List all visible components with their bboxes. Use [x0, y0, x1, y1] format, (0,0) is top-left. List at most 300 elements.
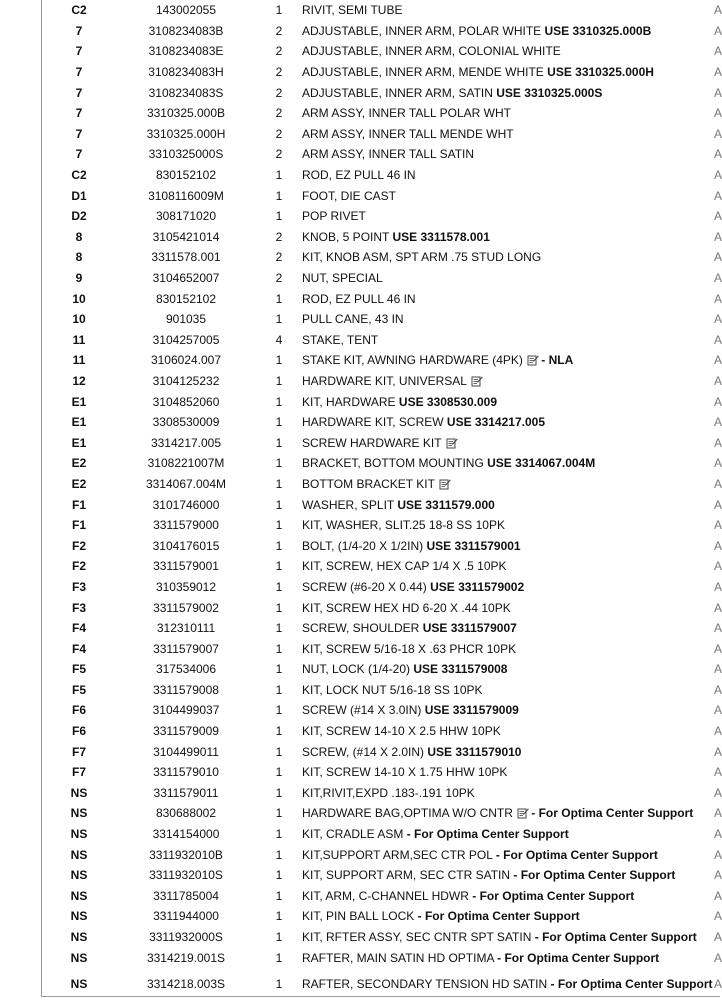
table-row: [42, 288, 720, 309]
table-row: [42, 0, 720, 21]
description: [302, 927, 714, 948]
description: [302, 597, 714, 618]
quantity: 1: [275, 662, 283, 677]
replacement-note: USE 3311579002: [430, 579, 525, 594]
table-row: [42, 268, 720, 289]
table-row: [42, 700, 720, 721]
replacement-note: - For Optima Center Support: [406, 827, 569, 842]
key-number: F5: [71, 682, 86, 697]
quantity: 1: [275, 806, 283, 821]
description-text: KIT, PIN BALL LOCK: [302, 909, 415, 924]
quantity: 2: [275, 85, 283, 100]
table-row: [42, 165, 720, 186]
edge-glyph: A: [714, 435, 722, 450]
quantity: 1: [275, 703, 283, 718]
description: [302, 680, 714, 701]
description: [302, 330, 714, 351]
quantity: 2: [275, 271, 283, 286]
parts-list-table: [42, 0, 720, 1000]
edge-glyph: A: [714, 559, 722, 574]
description-text: ADJUSTABLE, INNER ARM, POLAR WHITE: [302, 23, 542, 38]
replacement-note: USE 3311579001: [426, 538, 521, 553]
edge-glyph: A: [714, 394, 722, 409]
quantity: 1: [275, 682, 283, 697]
description-text: KNOB, 5 POINT: [302, 229, 390, 244]
replacement-note: USE 3311579008: [413, 662, 508, 677]
description-text: POP RIVET: [302, 209, 366, 224]
part-number: 3308530009: [152, 415, 220, 430]
description-text: ARM ASSY, INNER TALL MENDE WHT: [302, 126, 514, 141]
edge-glyph: A: [714, 662, 722, 677]
table-row: [42, 515, 720, 536]
note-icon[interactable]: [517, 807, 528, 818]
quantity: 1: [275, 930, 283, 945]
edge-glyph: A: [714, 785, 722, 800]
description-text: RAFTER, SECONDARY TENSION HD SATIN: [302, 976, 548, 991]
description-text: SCREW, (#14 X 2.0IN): [302, 744, 425, 759]
part-number: 3104499011: [153, 744, 219, 759]
description: [302, 721, 714, 742]
table-row: [42, 535, 720, 556]
key-number: C2: [71, 168, 87, 183]
key-number: NS: [70, 806, 88, 821]
edge-glyph: A: [714, 291, 722, 306]
description: [302, 865, 714, 886]
edge-glyph: A: [714, 888, 722, 903]
replacement-note: USE 3308530.009: [398, 394, 497, 409]
quantity: 2: [275, 250, 283, 265]
description: [302, 41, 714, 62]
description-text: SCREW HARDWARE KIT: [302, 435, 442, 450]
quantity: 1: [275, 765, 283, 780]
table-row: [42, 330, 720, 351]
part-number: 3104257005: [152, 332, 220, 347]
quantity: 1: [275, 600, 283, 615]
key-number: 7: [75, 106, 83, 121]
part-number: 830688002: [155, 806, 217, 821]
description: [302, 494, 714, 515]
table-row: [42, 865, 720, 886]
part-number: 3314154000: [152, 827, 220, 842]
description-text: KIT, SCREW 14-10 X 2.5 HHW 10PK: [302, 724, 501, 739]
key-number: E1: [71, 415, 87, 430]
description: [302, 165, 714, 186]
key-number: C2: [71, 3, 87, 18]
table-row: [42, 577, 720, 598]
description: [302, 288, 714, 309]
replacement-note: - For Optima Center Support: [495, 847, 658, 862]
table-row: [42, 41, 720, 62]
description-text: KIT, HARDWARE: [302, 394, 396, 409]
description-text: KIT,RIVIT,EXPD .183-.191 10PK: [302, 785, 475, 800]
table-row: [42, 906, 720, 927]
key-number: F2: [71, 538, 86, 553]
quantity: 1: [275, 579, 283, 594]
edge-glyph: A: [714, 332, 722, 347]
description-text: KIT, CRADLE ASM: [302, 827, 404, 842]
key-number: NS: [70, 785, 88, 800]
part-number: 3311579002: [153, 600, 219, 615]
replacement-note: - For Optima Center Support: [472, 888, 635, 903]
part-number: 3310325000S: [148, 147, 224, 162]
edge-glyph: A: [714, 868, 722, 883]
quantity: 4: [275, 332, 283, 347]
description-text: KIT, SCREW 14-10 X 1.75 HHW 10PK: [302, 765, 508, 780]
description-text: KIT, KNOB ASM, SPT ARM .75 STUD LONG: [302, 250, 542, 265]
part-number: 830152102: [155, 168, 217, 183]
description-text: ROD, EZ PULL 46 IN: [302, 168, 416, 183]
description-text: ARM ASSY, INNER TALL SATIN: [302, 147, 475, 162]
quantity: 1: [275, 373, 283, 388]
key-number: 12: [72, 373, 86, 388]
key-number: E1: [71, 435, 87, 450]
edge-glyph: A: [714, 930, 722, 945]
table-row: [42, 947, 720, 968]
description: [302, 309, 714, 330]
table-row: [42, 886, 720, 907]
key-number: E2: [71, 456, 87, 471]
part-number: 3311785004: [153, 888, 219, 903]
key-number: 8: [75, 250, 83, 265]
edge-glyph: A: [714, 126, 722, 141]
part-number: 317534006: [155, 662, 217, 677]
description: [302, 124, 714, 145]
table-row: [42, 803, 720, 824]
description: [302, 577, 714, 598]
description-text: HARDWARE KIT, SCREW: [302, 415, 444, 430]
table-row: [42, 371, 720, 392]
description-text: KIT, WASHER, SLIT.25 18-8 SS 10PK: [302, 518, 505, 533]
replacement-note: USE 3310325.000H: [547, 65, 654, 80]
quantity: 1: [275, 188, 283, 203]
description: [302, 638, 714, 659]
description-text: FOOT, DIE CAST: [302, 188, 397, 203]
description: [302, 103, 714, 124]
edge-glyph: A: [714, 621, 722, 636]
table-row: [42, 412, 720, 433]
part-number: 3108221007M: [147, 456, 225, 471]
edge-glyph: A: [714, 209, 722, 224]
replacement-note: USE 3311578.001: [392, 229, 490, 244]
quantity: 2: [275, 126, 283, 141]
description: [302, 268, 714, 289]
key-number: NS: [70, 950, 88, 965]
part-number: 3310325.000B: [146, 106, 226, 121]
note-icon[interactable]: [527, 354, 538, 365]
replacement-note: USE 3310325.000B: [544, 23, 652, 38]
description-text: ADJUSTABLE, INNER ARM, MENDE WHITE: [302, 65, 544, 80]
quantity: 2: [275, 23, 283, 38]
table-row: [42, 680, 720, 701]
quantity: 1: [275, 888, 283, 903]
key-number: NS: [70, 827, 88, 842]
description-text: RAFTER, MAIN SATIN HD OPTIMA: [302, 950, 494, 965]
quantity: 1: [275, 518, 283, 533]
table-row: [42, 144, 720, 165]
table-row: [42, 474, 720, 495]
part-number: 3105421014: [152, 229, 220, 244]
quantity: 1: [275, 394, 283, 409]
description-text: KIT,SUPPORT ARM,SEC CTR POL: [302, 847, 493, 862]
edge-glyph: A: [714, 85, 722, 100]
edge-glyph: A: [714, 353, 722, 368]
description: [302, 783, 714, 804]
quantity: 1: [275, 168, 283, 183]
replacement-note: USE 3311579010: [427, 744, 522, 759]
edge-glyph: A: [714, 976, 722, 991]
description: [302, 844, 714, 865]
table-row: [42, 309, 720, 330]
description: [302, 515, 714, 536]
edge-glyph: A: [714, 312, 722, 327]
description-text: ROD, EZ PULL 46 IN: [302, 291, 416, 306]
key-number: 7: [75, 147, 83, 162]
quantity: 1: [275, 847, 283, 862]
part-number: 308171020: [155, 209, 217, 224]
description: [302, 82, 714, 103]
replacement-note: - For Optima Center Support: [497, 950, 660, 965]
replacement-note: USE 3311579007: [422, 621, 517, 636]
table-row: [42, 762, 720, 783]
part-number: 3311578.001: [151, 250, 221, 265]
description: [302, 453, 714, 474]
description-text: SCREW (#14 X 3.0IN): [302, 703, 422, 718]
support-note: - For Optima Center Support: [531, 806, 694, 821]
table-row: [42, 227, 720, 248]
table-row: [42, 824, 720, 845]
key-number: F4: [71, 641, 86, 656]
key-number: 7: [75, 23, 83, 38]
description-text: ADJUSTABLE, INNER ARM, COLONIAL WHITE: [302, 44, 561, 59]
edge-glyph: A: [714, 188, 722, 203]
description-text: NUT, SPECIAL: [302, 271, 383, 286]
key-number: F3: [71, 600, 86, 615]
edge-glyph: A: [714, 3, 722, 18]
table-row: [42, 124, 720, 145]
key-number: F6: [71, 703, 86, 718]
quantity: 1: [275, 785, 283, 800]
note-icon[interactable]: [471, 375, 482, 386]
description-text: KIT, SCREW 5/16-18 X .63 PHCR 10PK: [302, 641, 517, 656]
key-number: E2: [71, 476, 87, 491]
table-row: [42, 62, 720, 83]
description: [302, 556, 714, 577]
quantity: 1: [275, 827, 283, 842]
part-number: 3108234083H: [148, 65, 224, 80]
table-row: [42, 103, 720, 124]
part-number: 3311944000: [153, 909, 219, 924]
description-text: STAKE, TENT: [302, 332, 379, 347]
table-row: [42, 206, 720, 227]
description: [302, 206, 714, 227]
table-row: [42, 21, 720, 42]
quantity: 1: [275, 538, 283, 553]
edge-glyph: A: [714, 950, 722, 965]
quantity: 1: [275, 868, 283, 883]
part-number: 3108234083S: [148, 85, 224, 100]
part-number: 3311579008: [153, 682, 219, 697]
edge-glyph: A: [714, 476, 722, 491]
description: [302, 391, 714, 412]
edge-glyph: A: [714, 271, 722, 286]
quantity: 1: [275, 415, 283, 430]
replacement-note: USE 3311579.000: [397, 497, 495, 512]
description: [302, 824, 714, 845]
description: [302, 474, 714, 495]
key-number: 7: [75, 126, 83, 141]
quantity: 2: [275, 106, 283, 121]
key-number: D2: [71, 209, 87, 224]
part-number: 310359012: [155, 579, 217, 594]
table-row: [42, 618, 720, 639]
description: [302, 227, 714, 248]
edge-glyph: A: [714, 744, 722, 759]
description-text: RIVIT, SEMI TUBE: [302, 3, 403, 18]
edge-glyph: A: [714, 65, 722, 80]
edge-glyph: A: [714, 373, 722, 388]
table-row: [42, 638, 720, 659]
key-number: 7: [75, 85, 83, 100]
quantity: 1: [275, 353, 283, 368]
part-number: 3101746000: [152, 497, 220, 512]
edge-glyph: A: [714, 518, 722, 533]
key-number: F3: [71, 579, 86, 594]
table-row: [42, 741, 720, 762]
key-number: 11: [72, 353, 86, 368]
edge-glyph: A: [714, 847, 722, 862]
edge-glyph: A: [714, 806, 722, 821]
table-row: [42, 247, 720, 268]
replacement-note: - NLA: [541, 353, 574, 368]
quantity: 2: [275, 229, 283, 244]
edge-glyph: A: [714, 456, 722, 471]
replacement-note: USE 3314067.004M: [487, 456, 596, 471]
description: [302, 21, 714, 42]
key-number: F5: [71, 662, 86, 677]
description: [302, 947, 714, 968]
description-text: SCREW, SHOULDER: [302, 621, 420, 636]
description: [302, 185, 714, 206]
edge-glyph: A: [714, 909, 722, 924]
quantity: 2: [275, 147, 283, 162]
description: [302, 412, 714, 433]
parts-list-body: [42, 0, 720, 1000]
quantity: 1: [275, 621, 283, 636]
table-row: [42, 391, 720, 412]
description: [302, 432, 714, 453]
note-icon[interactable]: [446, 437, 457, 448]
edge-glyph: A: [714, 765, 722, 780]
part-number: 3104852060: [152, 394, 220, 409]
key-number: D1: [71, 188, 87, 203]
part-number: 901035: [165, 312, 207, 327]
description: [302, 659, 714, 680]
description: [302, 350, 714, 371]
quantity: 1: [275, 976, 283, 991]
part-number: 830152102: [155, 291, 217, 306]
part-number: 3106024.007: [150, 353, 222, 368]
description-text: KIT, SCREW, HEX CAP 1/4 X .5 10PK: [302, 559, 507, 574]
key-number: F4: [71, 621, 86, 636]
part-number: 3311932000S: [149, 930, 223, 945]
description: [302, 906, 714, 927]
edge-glyph: A: [714, 250, 722, 265]
key-number: F6: [71, 724, 86, 739]
part-number: 312310111: [156, 621, 216, 636]
edge-glyph: A: [714, 600, 722, 615]
edge-glyph: A: [714, 106, 722, 121]
replacement-note: USE 3314217.005: [446, 415, 545, 430]
description: [302, 0, 714, 21]
part-number: 3314217.005: [150, 435, 222, 450]
key-number: 8: [75, 229, 83, 244]
key-number: NS: [70, 976, 88, 991]
part-number: 143002055: [155, 3, 217, 18]
edge-glyph: A: [714, 229, 722, 244]
description-text: KIT, SUPPORT ARM, SEC CTR SATIN: [302, 868, 511, 883]
replacement-note: USE 3311579009: [424, 703, 519, 718]
part-number: 3311579009: [153, 724, 219, 739]
quantity: 2: [275, 65, 283, 80]
note-icon[interactable]: [439, 478, 450, 489]
description-text: KIT, RFTER ASSY, SEC CNTR SPT SATIN: [302, 930, 532, 945]
replacement-note: USE 3310325.000S: [496, 85, 603, 100]
edge-glyph: A: [714, 724, 722, 739]
table-row: [42, 659, 720, 680]
key-number: 9: [75, 271, 83, 286]
edge-glyph: A: [714, 23, 722, 38]
table-row: [42, 453, 720, 474]
description-text: SCREW (#6-20 X 0.44): [302, 579, 427, 594]
edge-glyph: A: [714, 703, 722, 718]
key-number: F1: [71, 497, 86, 512]
description-text: KIT, ARM, C-CHANNEL HDWR: [302, 888, 469, 903]
key-number: F7: [71, 744, 86, 759]
quantity: 1: [275, 744, 283, 759]
description-text: NUT, LOCK (1/4-20): [302, 662, 411, 677]
replacement-note: - For Optima Center Support: [534, 930, 697, 945]
edge-glyph: A: [714, 497, 722, 512]
description-text: KIT, SCREW HEX HD 6-20 X .44 10PK: [302, 600, 511, 615]
quantity: 1: [275, 950, 283, 965]
description-text: ADJUSTABLE, INNER ARM, SATIN: [302, 85, 493, 100]
key-number: 10: [72, 312, 86, 327]
edge-glyph: A: [714, 147, 722, 162]
key-number: 10: [72, 291, 86, 306]
table-row: [42, 721, 720, 742]
part-number: 3314067.004M: [145, 476, 227, 491]
part-number: 3104499037: [152, 703, 220, 718]
description: [302, 741, 714, 762]
edge-glyph: A: [714, 44, 722, 59]
quantity: 1: [275, 456, 283, 471]
quantity: 1: [275, 559, 283, 574]
description-text: BRACKET, BOTTOM MOUNTING: [302, 456, 484, 471]
description: [302, 700, 714, 721]
part-number: 3311932010S: [149, 868, 223, 883]
quantity: 2: [275, 44, 283, 59]
table-row: [42, 432, 720, 453]
table-row: [42, 927, 720, 948]
quantity: 1: [275, 641, 283, 656]
key-number: NS: [70, 930, 88, 945]
key-number: NS: [70, 847, 88, 862]
description: [302, 886, 714, 907]
table-row: [42, 783, 720, 804]
quantity: 1: [275, 497, 283, 512]
description: [302, 618, 714, 639]
part-number: 3311579007: [153, 641, 219, 656]
